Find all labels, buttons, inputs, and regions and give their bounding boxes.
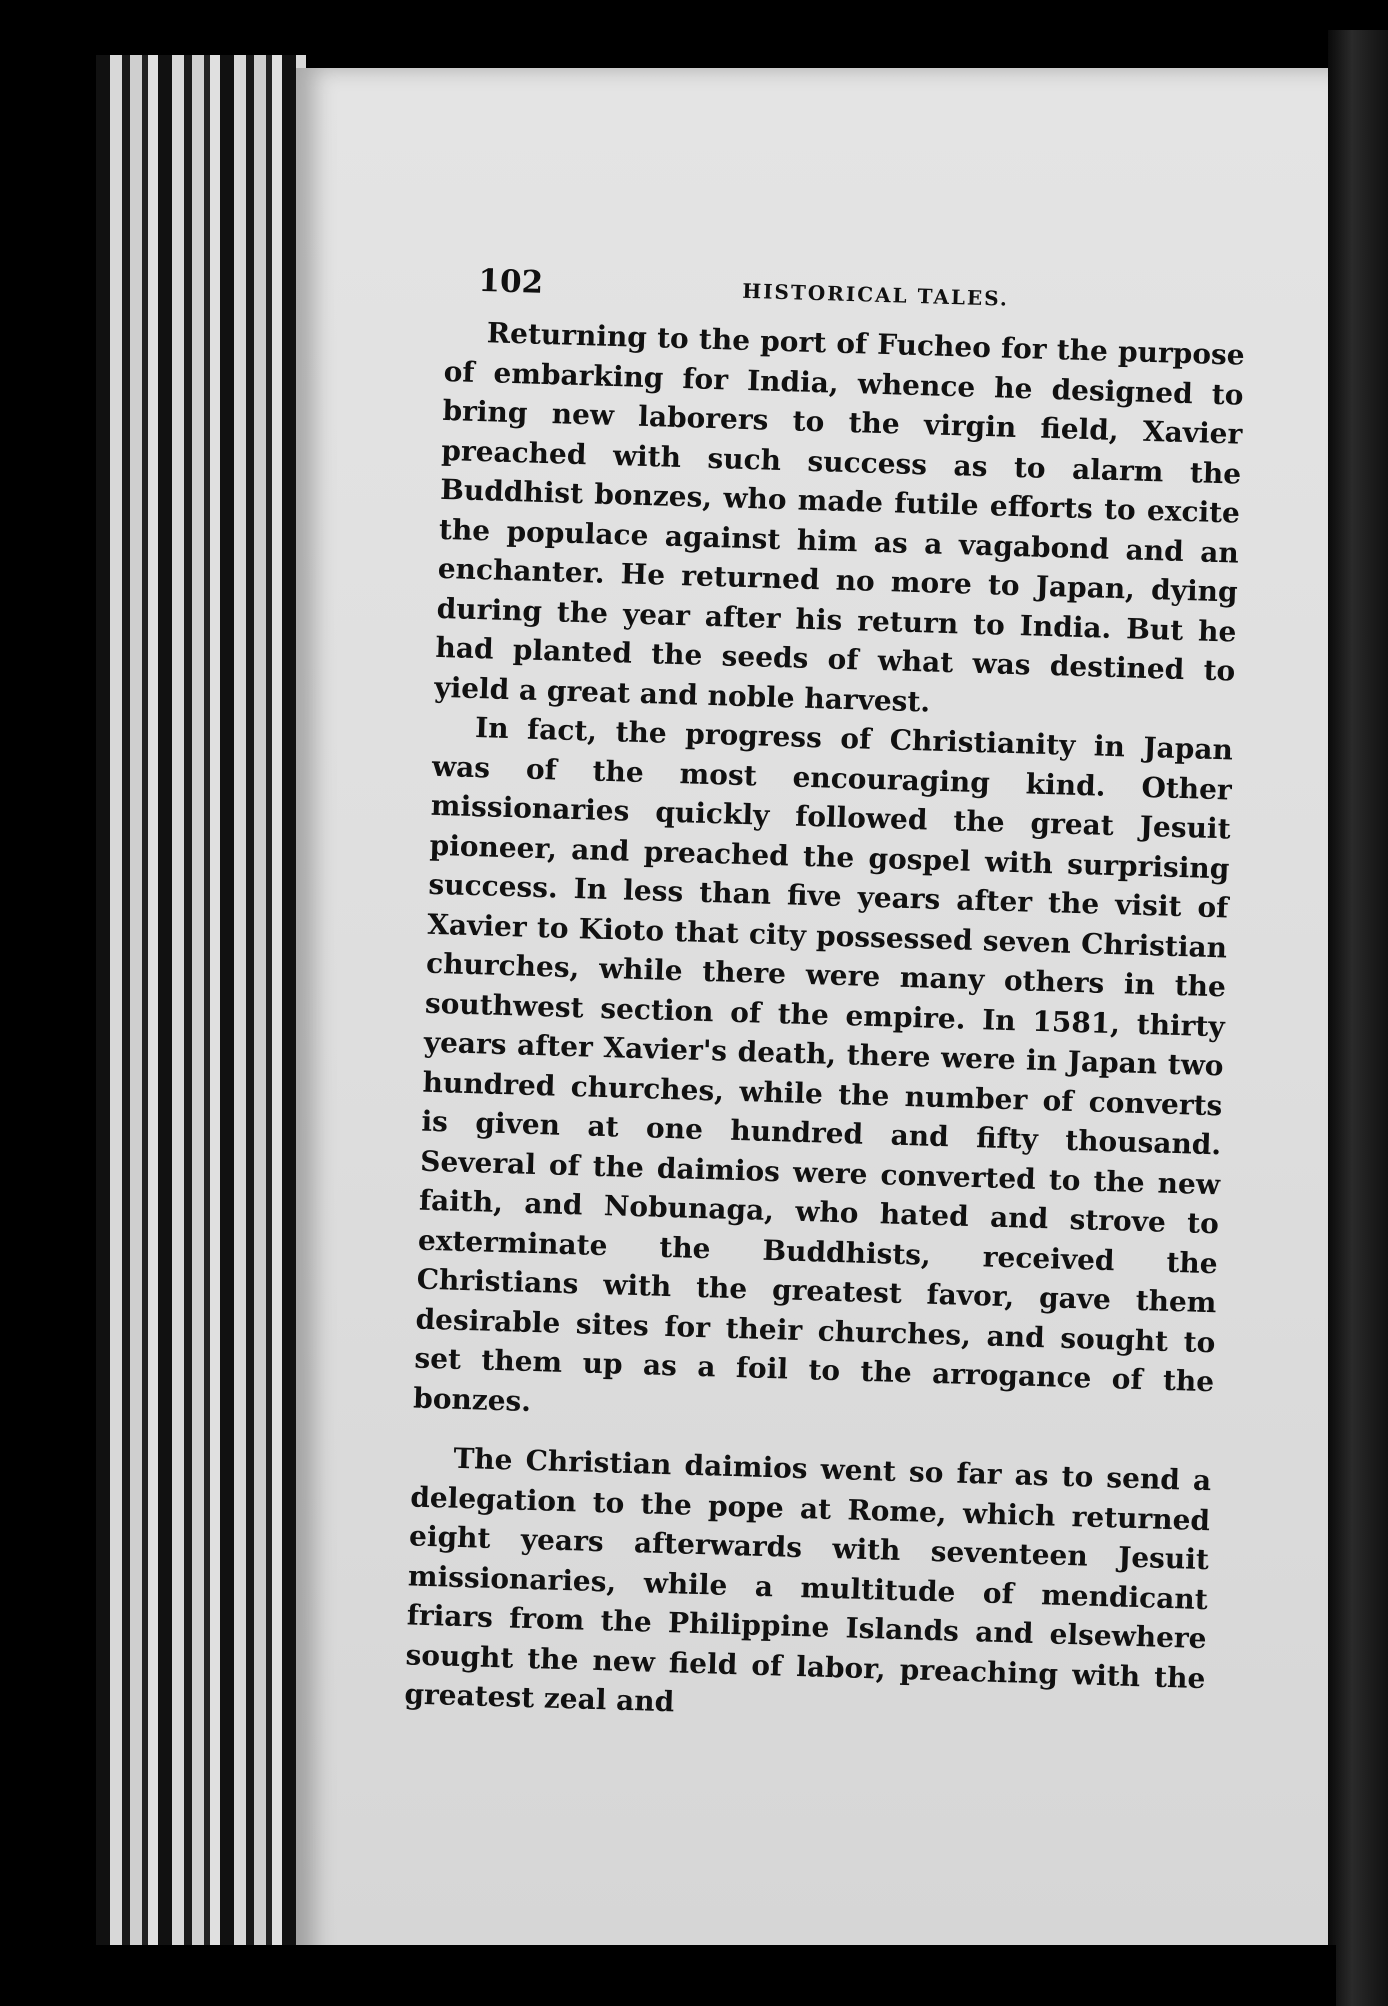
page-text-block (404, 262, 1247, 1738)
facing-page-edge (1328, 30, 1388, 2006)
paragraph-1: Returning to the port of Fucheo for the purpose of embarking for India, whence he designed to bring new laborers to the virgin field, Xavier preached with such success as to alarm the Buddhist bonzes, who made futile efforts to excite the populace against him as a vagabond and an enchanter. He returned no more to Japan, dying during the year after his return to India. But he had planted the seeds of what was destined to yield a great and noble harvest. (433, 316, 1246, 719)
running-head-title: HISTORICAL TALES. (741, 278, 1010, 311)
paragraph-3: The Christian daimios went so far as to send a delegation to the pope at Rome, which returned eight years afterwards with seventeen Jesuit missionaries, while a multitude of mendicant friars from the Philippine Islands and elsewhere sought the new field of labor, preaching with the greatest zeal and (404, 1441, 1212, 1719)
scan-bottom-border (96, 1945, 1336, 2006)
book-page-edges (96, 55, 306, 1960)
paragraph-2: In fact, the progress of Christianity in Japan was of the most encouraging kind. Other missionaries quickly followed the great Jesuit pioneer, and preached the gospel with surprising success. In less than five years after the visit of Xavier to Kioto that city possessed seven Christian churches, while there were many others in the southwest section of the empire. In 1581, thirty years after Xavier's death, there were in Japan two hundred churches, while the number of converts is given at one hundred and fifty thousand. Several of the daimios were converted to the new faith, and Nobunaga, who hated and strove to exterminate the Buddhists, received the Christians with the greatest favor, gave them desirable sites for their churches, and sought to set them up as a foil to the arrogance of the bonzes. (412, 711, 1234, 1418)
page-number: 102 (477, 262, 544, 301)
